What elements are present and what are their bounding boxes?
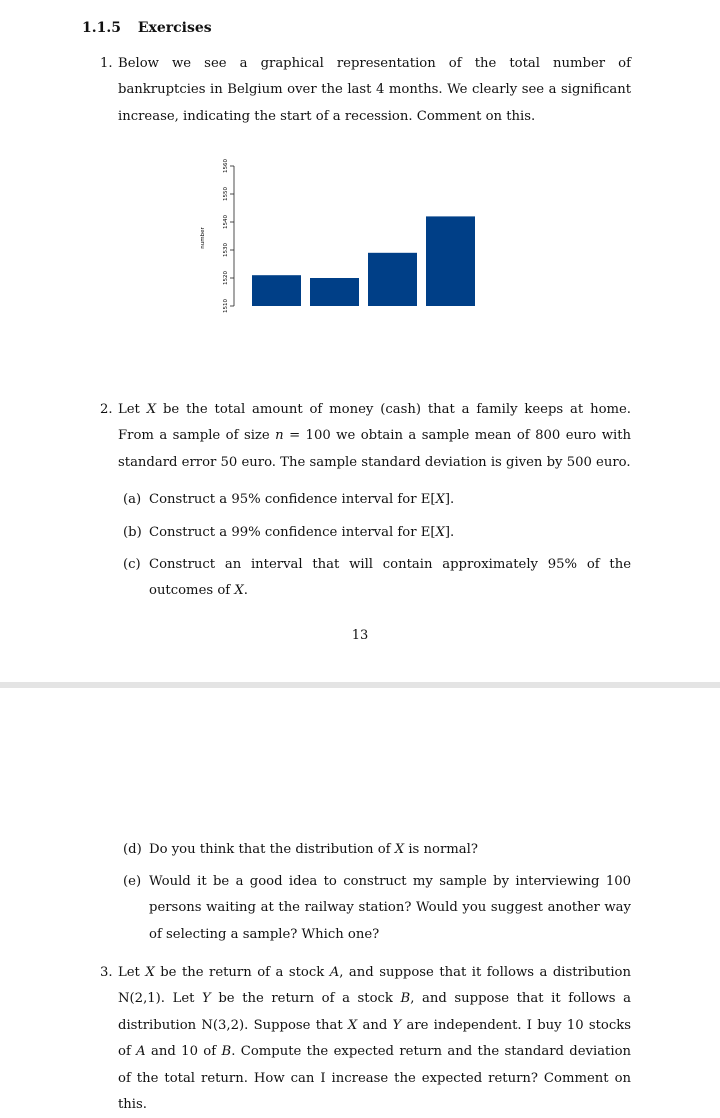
question-3-label: 3. (100, 965, 113, 980)
question-2d-label: (d) (123, 842, 142, 857)
page-number: 13 (351, 628, 369, 643)
question-2 (100, 397, 632, 476)
chart-y-tick-label: 1550 (223, 187, 229, 201)
question-2d-text: Do you think that the distribution of X is normal? (149, 842, 478, 857)
question-1-label: 1. (100, 56, 113, 71)
question-2c (123, 552, 631, 605)
section-number: 1.1.5 (82, 20, 121, 36)
section-heading (82, 20, 212, 36)
question-2-text: Let X be the total amount of money (cash) that a family keeps at home. From a sample of size n = 100 we obtain a sample mean of 800 euro with standard error 50 euro. The sample standard deviation is given by 500 euro. (118, 402, 632, 470)
question-2a-label: (a) (123, 492, 142, 507)
question-2d (123, 837, 631, 863)
question-2b-label: (b) (123, 525, 142, 540)
question-2b (123, 520, 631, 546)
question-1 (100, 51, 631, 130)
bankruptcies-bar-chart (196, 156, 486, 326)
chart-bars (252, 216, 475, 306)
chart-y-tick-label: 1530 (223, 243, 229, 257)
question-2e-label: (e) (123, 874, 142, 889)
question-2e (123, 869, 631, 948)
chart-bar-1 (252, 275, 301, 306)
page-14 (0, 688, 720, 1113)
question-2a-text: Construct a 95% confidence interval for E[X]. (149, 492, 455, 507)
question-1-text: Below we see a graphical representation of the total number of bankruptcies in Belgium over the last 4 months. We clearly see a significant increase, indicating the start of a recession. Comment on this. (118, 56, 631, 124)
chart-y-tick-label: 1560 (223, 159, 229, 173)
chart-bar-4 (426, 216, 475, 306)
question-2b-text: Construct a 99% confidence interval for E[X]. (149, 525, 455, 540)
chart-y-axis (223, 159, 234, 313)
chart-y-tick-label: 1510 (223, 299, 229, 313)
section-title: Exercises (137, 20, 212, 36)
question-3 (100, 960, 632, 1118)
question-2e-text: Would it be a good idea to construct my sample by interviewing 100 persons waiting at the railway station? Would you suggest another way of selecting a sample? Which one? (149, 874, 631, 942)
chart-y-axis-label: number (200, 227, 206, 249)
question-2c-text: Construct an interval that will contain approximately 95% of the outcomes of X. (149, 557, 631, 599)
question-2a (123, 487, 631, 513)
chart-bar-2 (310, 278, 359, 306)
chart-y-tick-label: 1540 (223, 215, 229, 229)
question-2-label: 2. (100, 402, 113, 417)
question-2c-label: (c) (123, 557, 141, 572)
question-3-text: Let X be the return of a stock A, and suppose that it follows a distribution N(2,1). Let Y be the return of a stock B, and suppose that it follows a distribution N(3,2). Suppose that X and Y are independent. I buy 10 stocks of A and 10 of B. Compute the expected return and the standard deviation of the total return. How can I increase the expected return? Comment on this. (118, 965, 632, 1113)
chart-y-tick-label: 1520 (223, 271, 229, 285)
chart-bar-3 (368, 253, 417, 306)
